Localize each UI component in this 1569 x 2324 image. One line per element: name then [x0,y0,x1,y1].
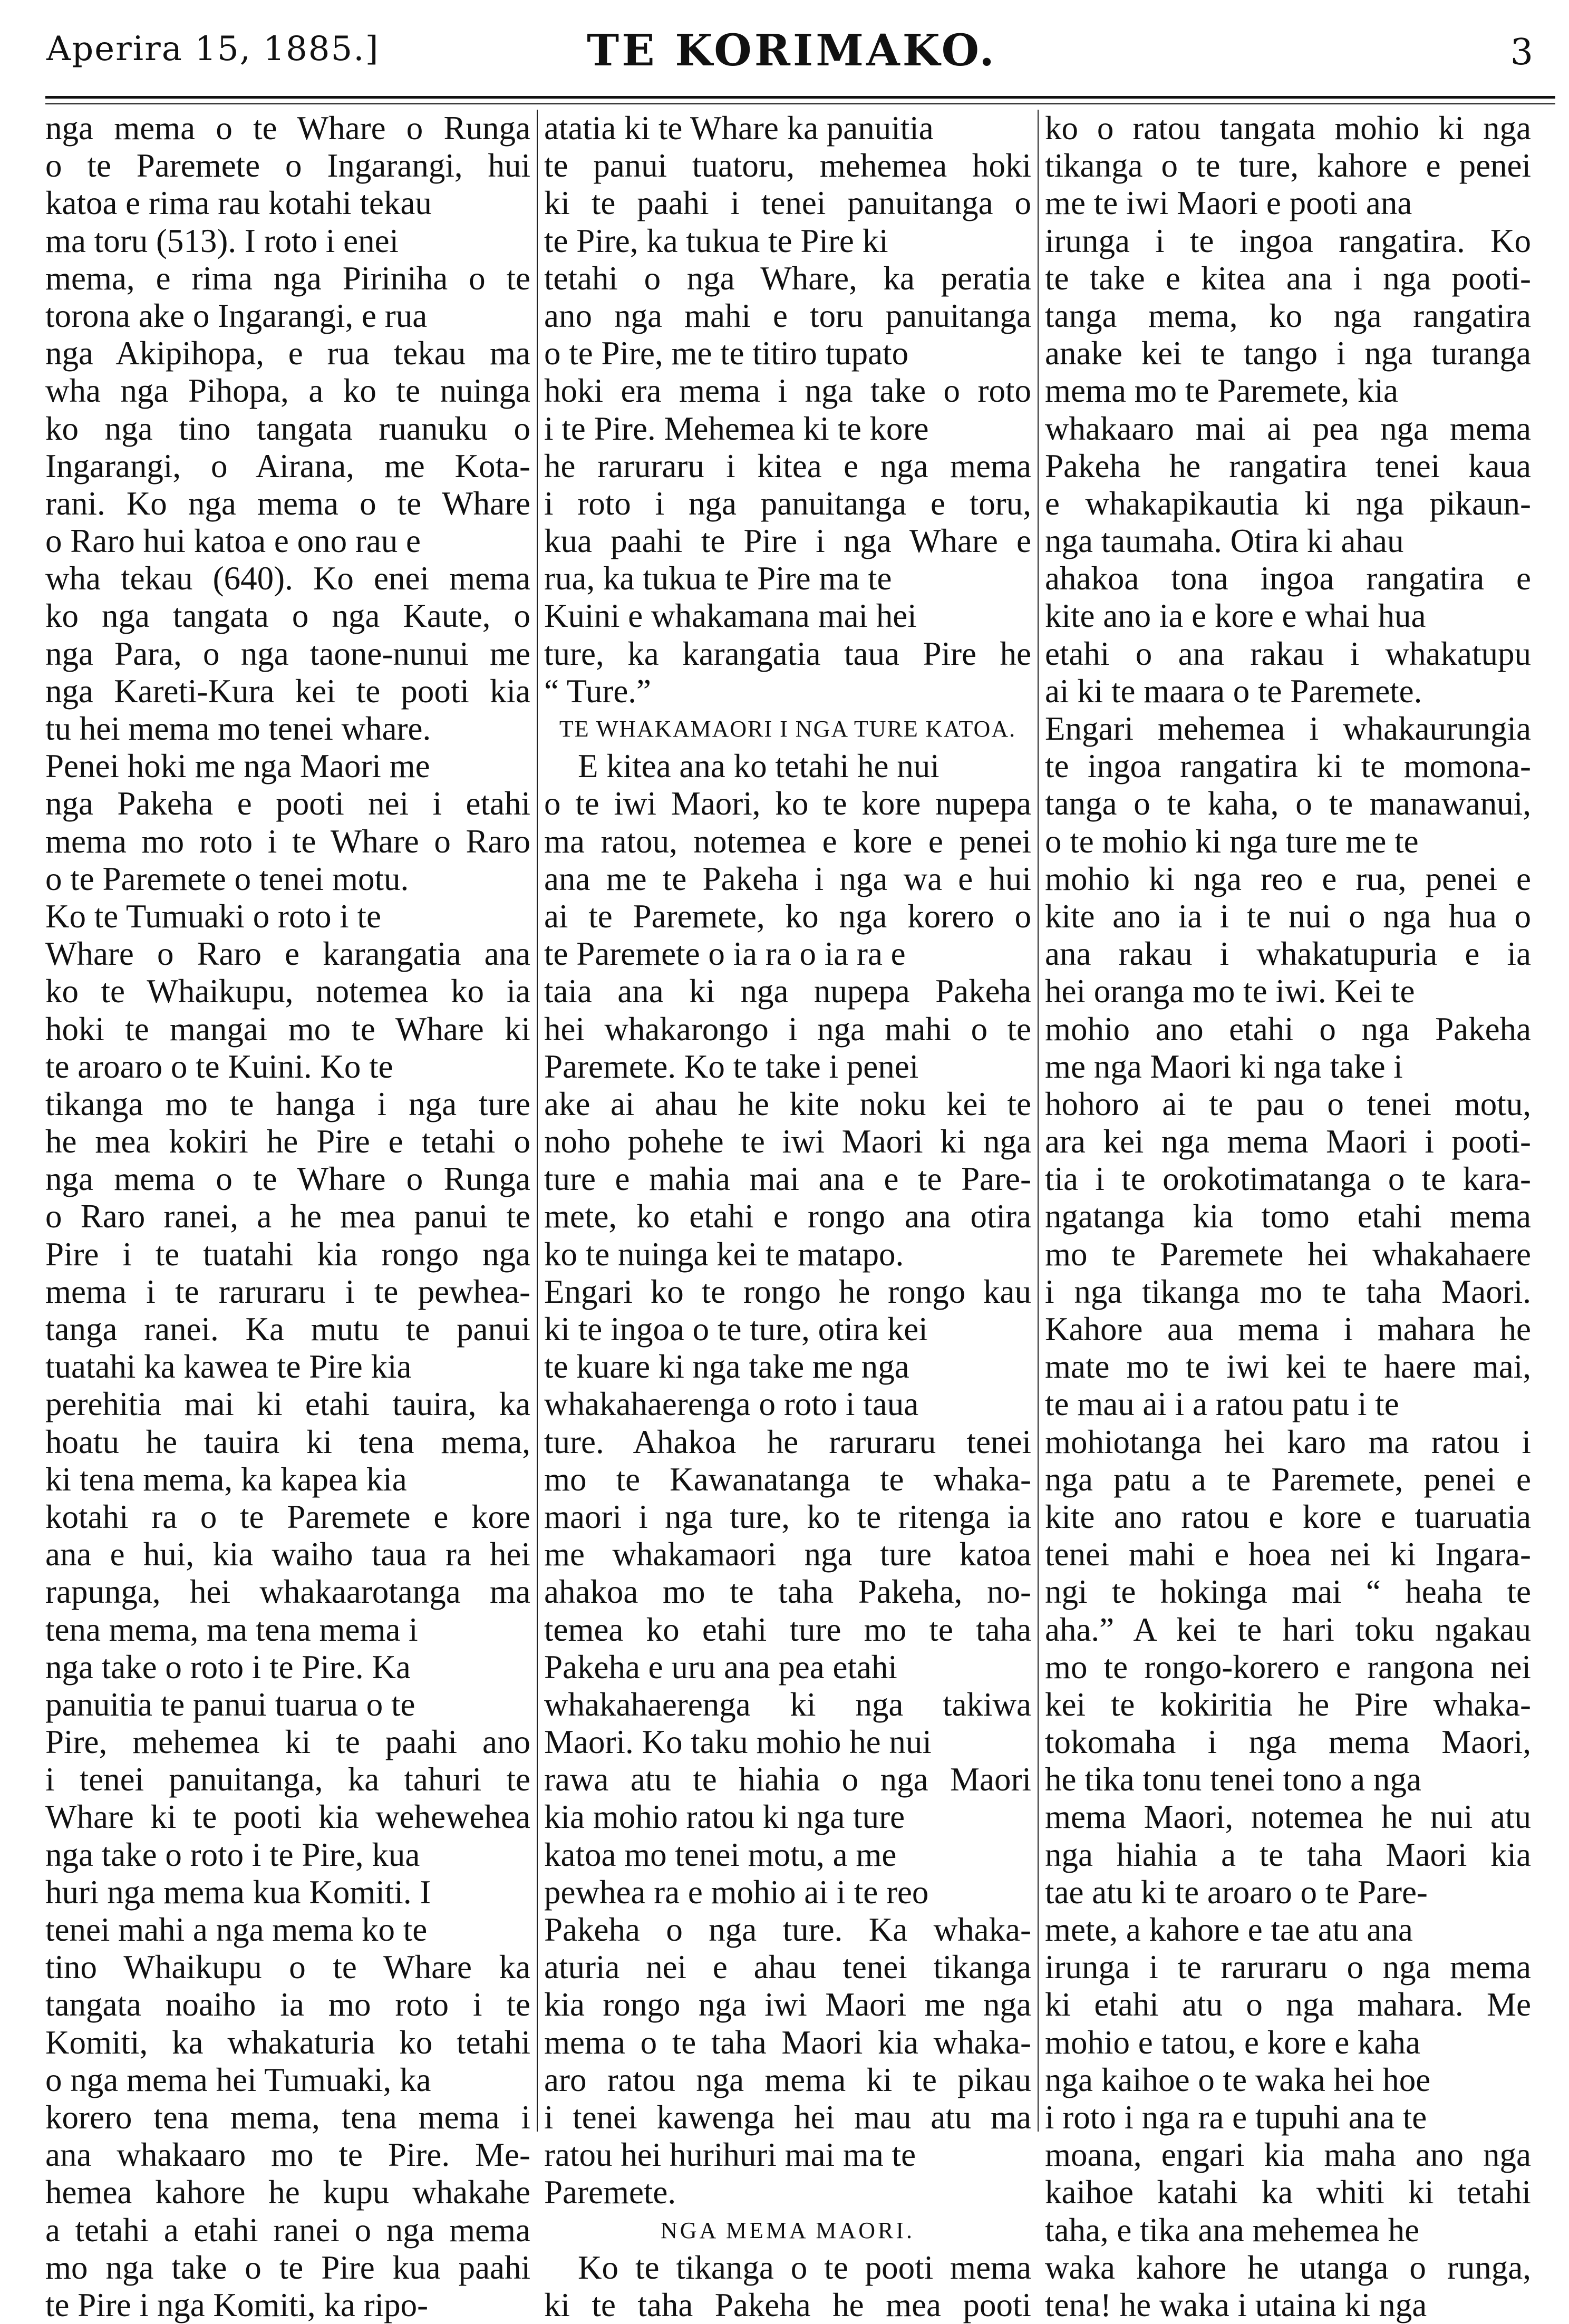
text-line: te take e kitea ana i nga pooti- [1045,259,1531,297]
text-line: me whakamaori nga ture katoa [544,1536,1031,1573]
text-line: Paremete. Ko te take i penei [544,1048,919,1085]
text-line: ana whakaaro mo te Pire. Me- [45,2136,530,2174]
section-heading: NGA MEMA MAORI. [660,2217,915,2243]
text-line: irunga i te ingoa rangatira. Ko [1045,222,1531,259]
text-line: a tetahi a etahi ranei o nga mema [45,2211,530,2249]
text-line: Ingarangi, o Airana, me Kota- [45,447,530,485]
text-line: hemea kahore he kupu whakahe [45,2174,530,2211]
text-line: mema i te raruraru i te pewhea- [45,1273,530,1310]
text-line: mohiotanga hei karo ma ratou i [1045,1423,1531,1460]
text-line: me nga Maori ki nga take i [1045,1048,1403,1085]
text-line: Whare ki te pooti kia wehewehea [45,1798,530,1836]
text-line: mo te Paremete hei whakahaere [1045,1235,1531,1273]
text-line: ratou hei hurihuri mai ma te [544,2136,916,2174]
text-line: katoa mo tenei motu, a me [544,1836,897,1873]
text-line: ki te ingoa o te ture, otira kei [544,1311,928,1348]
issue-date: Aperira 15, 1885.] [46,30,380,69]
text-line: nga mema o te Whare o Runga [45,110,530,147]
text-line: ko o ratou tangata mohio ki nga [1045,110,1531,147]
text-line: maori i nga ture, ko te ritenga ia [544,1498,1031,1535]
text-line: nga kaihoe o te waka hei hoe [1045,2061,1431,2098]
text-line: Paremete. [544,2174,676,2211]
text-line: katoa e rima rau kotahi tekau [45,185,432,222]
text-line: nga take o roto i te Pire, kua [45,1836,420,1873]
text-line: te Pire, ka tukua te Pire ki [544,222,888,259]
text-line: taha, e tika ana mehemea he [1045,2211,1420,2249]
text-line: Kahore aua mema i mahara he [1045,1311,1531,1348]
text-line: he mea kokiri he Pire e tetahi o [45,1123,530,1160]
text-line: hei whakarongo i nga mahi o te [544,1010,1031,1048]
text-line: tuatahi ka kawea te Pire kia [45,1348,412,1386]
text-line: mohio e tatou, e kore e kaha [1045,2023,1420,2061]
column-1 [45,110,530,2323]
text-line: o te mohio ki nga ture me te [1045,822,1419,860]
text-line: panuitia te panui tuarua o te [45,1686,415,1723]
text-line: tanga ranei. Ka mutu te panui [45,1311,530,1348]
text-line: Kuini e whakamana mai hei [544,597,917,635]
text-line: ake ai ahau he kite noku kei te [544,1085,1031,1122]
text-line: ai ki te maara o te Paremete. [1045,672,1422,710]
text-line: ture e mahia mai ana e te Pare- [544,1160,1031,1198]
text-line: mema mo roto i te Whare o Raro [45,822,530,860]
text-line: ki te taha Pakeha he mea pooti [544,2286,1031,2323]
text-line: ngatanga kia tomo etahi mema [1045,1198,1531,1235]
text-line: i roto i nga panuitanga e toru, [544,485,1031,522]
text-line: mohio ki nga reo e rua, penei e [1045,860,1531,897]
text-line: ture. Ahakoa he raruraru tenei [544,1423,1031,1460]
text-line: ma toru (513). I roto i enei [45,222,399,259]
text-line: te aroaro o te Kuini. Ko te [45,1048,393,1085]
text-line: mema o te taha Maori kia whaka- [544,2023,1031,2061]
header-rule-thin [45,103,1555,104]
text-line: o nga mema hei Tumuaki, ka [45,2061,431,2098]
text-line: he tika tonu tenei tono a nga [1045,1761,1421,1798]
text-line: ana rakau i whakatupuria e ia [1045,935,1531,973]
column-divider [1038,110,1039,2132]
text-line: nga mema o te Whare o Runga [45,1160,530,1198]
text-line: perehitia mai ki etahi tauira, ka [45,1386,530,1423]
column-3 [1045,110,1531,2323]
text-line: whakahaerenga ki nga takiwa [544,1686,1031,1723]
text-line: tenei mahi e hoea nei ki Ingara- [1045,1536,1531,1573]
text-line: nga patu a te Paremete, penei e [1045,1460,1531,1498]
text-line: Pire i te tuatahi kia rongo nga [45,1235,530,1273]
text-line: i nga tikanga mo te taha Maori. [1045,1273,1531,1310]
text-line: mo te rongo-korero e rangona nei [1045,1648,1531,1686]
text-line: wha nga Pihopa, a ko te nuinga [45,372,530,410]
text-line: Penei hoki me nga Maori me [45,748,430,785]
text-line: kite ano ia e kore e whai hua [1045,597,1426,635]
text-line: te mau ai i a ratou patu i te [1045,1386,1399,1423]
text-line: Pakeha e uru ana pea etahi [544,1648,897,1686]
text-line: ara kei nga mema Maori i pooti- [1045,1123,1531,1160]
text-line: ki te paahi i tenei panuitanga o [544,185,1031,222]
text-line: o te Pire, me te titiro tupato [544,335,909,372]
text-line: i te Pire. Mehemea ki te kore [544,410,929,447]
text-line: ki etahi atu o nga mahara. Me [1045,1986,1531,2023]
text-line: aturia nei e ahau tenei tikanga [544,1949,1031,1986]
text-line: mema, e rima nga Piriniha o te [45,259,530,297]
text-line: te Paremete o ia ra o ia ra e [544,935,906,973]
text-line: kua paahi te Pire i nga Whare e [544,522,1031,560]
text-line: mohio ano etahi o nga Pakeha [1045,1010,1531,1048]
text-line: ko te nuinga kei te matapo. [544,1235,904,1273]
text-line: ma ratou, notemea e kore e penei [544,822,1031,860]
text-line: ana e hui, kia waiho taua ra hei [45,1536,530,1573]
text-line: kite ano ia i te nui o nga hua o [1045,897,1531,935]
text-line: e whakapikautia ki nga pikaun- [1045,485,1531,522]
text-line: aha.” A kei te hari toku ngakau [1045,1611,1531,1648]
text-line: tetahi o nga Whare, ka peratia [544,259,1031,297]
text-line: mo te Kawanatanga te whaka- [544,1460,1031,1498]
text-line: temea ko etahi ture mo te taha [544,1611,1031,1648]
text-line: etahi o ana rakau i whakatupu [1045,635,1531,672]
text-line: mo nga take o te Pire kua paahi [45,2249,530,2286]
text-line: aro ratou nga mema ki te pikau [544,2061,1031,2098]
text-line: waka kahore he utanga o runga, [1045,2249,1531,2286]
text-line: moana, engari kia maha ano nga [1045,2136,1531,2174]
text-line: hoki era mema i nga take o roto [544,372,1031,410]
text-line: Pire, mehemea ki te paahi ano [45,1723,530,1761]
text-line: nga hiahia a te taha Maori kia [1045,1836,1531,1873]
text-line: ahakoa mo te taha Pakeha, no- [544,1573,1031,1611]
text-line: tikanga o te ture, kahore e penei [1045,147,1531,185]
text-line: tu hei mema mo tenei whare. [45,710,431,747]
newspaper-title: TE KORIMAKO. [587,25,997,76]
text-line: mate mo te iwi kei te haere mai, [1045,1348,1531,1386]
text-line: ko nga tangata o nga Kaute, o [45,597,530,635]
text-line: tae atu ki te aroaro o te Pare- [1045,1873,1428,1911]
text-line: ture, ka karangatia taua Pire he [544,635,1031,672]
text-line: tanga o te kaha, o te manawanui, [1045,785,1531,822]
text-line: tangata noaiho ia mo roto i te [45,1986,530,2023]
text-line: mete, ko etahi e rongo ana otira [544,1198,1031,1235]
text-line: kia rongo nga iwi Maori me nga [544,1986,1031,2023]
text-line: he raruraru i kitea e nga mema [544,447,1031,485]
text-line: mete, a kahore e tae atu ana [1045,1911,1413,1948]
text-line: whakahaerenga o roto i taua [544,1386,919,1423]
text-line: i tenei panuitanga, ka tahuri te [45,1761,530,1798]
header-rule-thick [45,96,1555,99]
text-line: ko te Whaikupu, notemea ko ia [45,973,530,1010]
text-line: kaihoe katahi ka whiti ki tetahi [1045,2174,1531,2211]
text-line: rawa atu te hiahia o nga Maori [544,1761,1031,1798]
text-line: hohoro ai te pau o tenei motu, [1045,1085,1531,1122]
text-line: tia i te orokotimatanga o te kara- [1045,1160,1531,1198]
text-line: Komiti, ka whakaturia ko tetahi [45,2023,530,2061]
text-line: tena mema, ma tena mema i [45,1611,418,1648]
text-line: tokomaha i nga mema Maori, [1045,1723,1531,1761]
text-line: hei oranga mo te iwi. Kei te [1045,973,1415,1010]
text-line: Ko te tikanga o te pooti mema [578,2249,1031,2286]
text-line: pewhea ra e mohio ai i te reo [544,1873,929,1911]
text-line: Pakeha he rangatira tenei kaua [1045,447,1531,485]
text-line: Whare o Raro e karangatia ana [45,935,530,973]
text-line: nga Kareti-Kura kei te pooti kia [45,672,530,710]
text-line: o te iwi Maori, ko te kore nupepa [544,785,1031,822]
text-line: ki tena mema, ka kapea kia [45,1460,407,1498]
text-line: te Pire i nga Komiti, ka ripo- [45,2286,429,2323]
text-line: hoatu he tauira ki tena mema, [45,1423,530,1460]
text-line: o te Paremete o Ingarangi, hui [45,147,530,185]
text-line: nga Para, o nga taone-nunui me [45,635,530,672]
column-divider [537,110,538,2132]
text-line: Engari ko te rongo he rongo kau [544,1273,1031,1310]
text-line: atatia ki te Whare ka panuitia [544,110,934,147]
text-line: huri nga mema kua Komiti. I [45,1873,431,1911]
text-line: ahakoa tona ingoa rangatira e [1045,560,1531,597]
text-line: torona ake o Ingarangi, e rua [45,297,428,334]
text-line: ngi te hokinga mai “ heaha te [1045,1573,1531,1611]
text-line: anake kei te tango i nga turanga [1045,335,1531,372]
text-line: nga take o roto i te Pire. Ka [45,1648,411,1686]
text-line: mema mo te Paremete, kia [1045,372,1398,410]
page-number: 3 [1510,32,1533,73]
text-line: whakaaro mai ai pea nga mema [1045,410,1531,447]
text-line: tenei mahi a nga mema ko te [45,1911,428,1948]
text-line: irunga i te raruraru o nga mema [1045,1949,1531,1986]
text-line: o te Paremete o tenei motu. [45,860,409,897]
text-line: kotahi ra o te Paremete e kore [45,1498,530,1535]
text-line: Engari mehemea i whakaurungia [1045,710,1531,747]
text-line: kei te kokiritia he Pire whaka- [1045,1686,1531,1723]
text-line: o Raro hui katoa e ono rau e [45,522,421,560]
text-line: o Raro ranei, a he mea panui te [45,1198,530,1235]
text-line: rua, ka tukua te Pire ma te [544,560,892,597]
text-line: mema Maori, notemea he nui atu [1045,1798,1531,1836]
text-line: te kuare ki nga take me nga [544,1348,909,1386]
text-line: te panui tuatoru, mehemea hoki [544,147,1031,185]
text-line: te ingoa rangatira ki te momona- [1045,748,1531,785]
text-line: i tenei kawenga hei mau atu ma [544,2098,1031,2136]
page-header [46,20,1537,99]
text-line: Maori. Ko taku mohio he nui [544,1723,932,1761]
text-line: rapunga, hei whakaarotanga ma [45,1573,530,1611]
text-line: tena! he waka i utaina ki nga [1045,2286,1427,2323]
text-line: ai te Paremete, ko nga korero o [544,897,1031,935]
column-2 [544,110,1031,2323]
text-line: tikanga mo te hanga i nga ture [45,1085,530,1122]
text-line: ana me te Pakeha i nga wa e hui [544,860,1031,897]
text-line: taia ana ki nga nupepa Pakeha [544,973,1031,1010]
text-line: nga Pakeha e pooti nei i etahi [45,785,530,822]
text-line: hoki te mangai mo te Whare ki [45,1010,530,1048]
text-line: ko nga tino tangata ruanuku o [45,410,530,447]
text-line: rani. Ko nga mema o te Whare [45,485,530,522]
text-line: i roto i nga ra e tupuhi ana te [1045,2098,1427,2136]
section-heading: TE WHAKAMAORI I NGA TURE KATOA. [559,716,1016,742]
text-line: wha tekau (640). Ko enei mema [45,560,530,597]
text-line: nga Akipihopa, e rua tekau ma [45,335,530,372]
text-line: kia mohio ratou ki nga ture [544,1798,905,1836]
text-line: tanga mema, ko nga rangatira [1045,297,1531,334]
text-line: nga taumaha. Otira ki ahau [1045,522,1404,560]
text-line: ano nga mahi e toru panuitanga [544,297,1031,334]
text-line: tino Whaikupu o te Whare ka [45,1949,530,1986]
text-line: Pakeha o nga ture. Ka whaka- [544,1911,1031,1948]
text-line: me te iwi Maori e pooti ana [1045,185,1412,222]
text-line: “ Ture.” [544,672,651,710]
text-line: korero tena mema, tena mema i [45,2098,530,2136]
text-line: kite ano ratou e kore e tuaruatia [1045,1498,1531,1535]
text-line: noho pohehe te iwi Maori ki nga [544,1123,1031,1160]
text-line: E kitea ana ko tetahi he nui [578,748,940,785]
text-line: Ko te Tumuaki o roto i te [45,897,382,935]
